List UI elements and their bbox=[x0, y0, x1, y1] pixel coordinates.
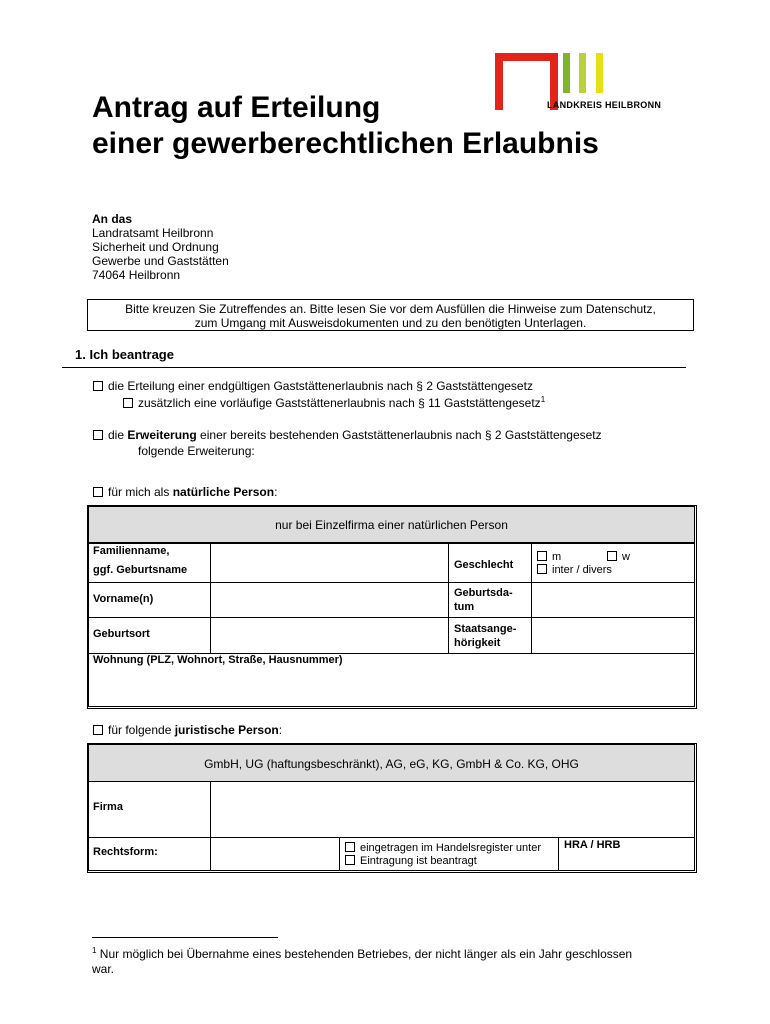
legal-pre: für folgende bbox=[108, 723, 175, 737]
option-extension-bold: Erweiterung bbox=[127, 428, 197, 442]
checkbox-beantragt[interactable] bbox=[345, 855, 355, 865]
natural-post: : bbox=[274, 485, 278, 499]
checkbox-gender-w[interactable] bbox=[607, 551, 617, 561]
geburtsdatum-input[interactable] bbox=[531, 582, 695, 618]
page-title-line2: einer gewerberechtlichen Erlaubnis bbox=[92, 127, 599, 160]
natural-pre: für mich als bbox=[108, 485, 173, 499]
legal-post: : bbox=[278, 723, 283, 737]
notice-line2: zum Umgang mit Ausweisdokumenten und zu den benötigten Unterlagen. bbox=[194, 316, 587, 330]
natural-table-header-text: nur bei Einzelfirma einer natürlichen Person bbox=[275, 518, 508, 532]
geburtsort-label: Geburtsort bbox=[93, 628, 150, 640]
eingetragen-option bbox=[345, 842, 541, 855]
legal-table-header-text: GmbH, UG (haftungsbeschränkt), AG, eG, KG, GmbH & Co. KG, OHG bbox=[204, 757, 579, 771]
footnote-divider bbox=[92, 937, 278, 938]
address-line: 74064 Heilbronn bbox=[92, 268, 181, 282]
option-extension-pre: die bbox=[108, 428, 128, 442]
address-to: An das bbox=[92, 212, 133, 226]
checkbox-eingetragen[interactable] bbox=[345, 842, 355, 852]
option-extension-line2: folgende Erweiterung: bbox=[138, 444, 255, 458]
beantragt-label: Eintragung ist beantragt bbox=[360, 855, 477, 867]
checkbox-natural-person[interactable] bbox=[93, 487, 103, 497]
checkbox-provisional-license[interactable] bbox=[123, 398, 133, 408]
legal-table-header bbox=[88, 744, 695, 782]
beantragt-option bbox=[345, 855, 477, 868]
firma-input[interactable] bbox=[210, 781, 695, 838]
section-heading: 1. Ich beantrage bbox=[75, 347, 174, 362]
option-final-license-label: die Erteilung einer endgültigen Gaststättenerlaubnis nach § 2 Gaststättengesetz bbox=[108, 379, 533, 393]
logo-text: LANDKREIS HEILBRONN bbox=[547, 100, 662, 110]
vorname-label: Vorname(n) bbox=[93, 593, 154, 605]
footnote-line2: war. bbox=[92, 962, 115, 976]
eingetragen-label: eingetragen im Handelsregister unter bbox=[360, 842, 541, 854]
gender-w-label: w bbox=[622, 551, 630, 563]
familienname-input[interactable] bbox=[210, 543, 449, 583]
gender-divers-label: inter / divers bbox=[552, 564, 612, 576]
staat-label-1: Staatsange- bbox=[454, 623, 517, 635]
gender-w bbox=[607, 551, 630, 564]
footnote-number: 1 bbox=[92, 946, 97, 955]
wohnung-label: Wohnung (PLZ, Wohnort, Straße, Hausnummer) bbox=[93, 654, 343, 666]
firma-label: Firma bbox=[93, 801, 123, 813]
notice-line1: Bitte kreuzen Sie Zutreffendes an. Bitte lesen Sie vor dem Ausfüllen die Hinweise zum Datenschutz, bbox=[125, 302, 656, 316]
option-extension bbox=[93, 428, 602, 442]
natural-table-header bbox=[88, 506, 695, 543]
footnote-ref: 1 bbox=[540, 395, 546, 404]
address-line: Gewerbe und Gaststätten bbox=[92, 254, 229, 268]
legal-person-table bbox=[87, 743, 697, 873]
legal-bold: juristische Person bbox=[174, 723, 279, 737]
address-line: Sicherheit und Ordnung bbox=[92, 240, 219, 254]
logo bbox=[495, 53, 685, 113]
vorname-input[interactable] bbox=[210, 582, 449, 618]
logo-bar-yellow bbox=[596, 53, 603, 93]
geburtsname-label: ggf. Geburtsname bbox=[93, 564, 188, 576]
hra-label: HRA / HRB bbox=[564, 839, 621, 851]
notice-box bbox=[87, 299, 694, 331]
logo-red-left bbox=[495, 53, 503, 110]
option-provisional-label: zusätzlich eine vorläufige Gaststättenerlaubnis nach § 11 Gaststättengesetz bbox=[138, 396, 541, 410]
geburtsdatum-label-1: Geburtsda- bbox=[454, 587, 513, 599]
geburtsort-input[interactable] bbox=[210, 617, 449, 654]
geburtsdatum-label-2: tum bbox=[454, 601, 475, 613]
checkbox-gender-divers[interactable] bbox=[537, 564, 547, 574]
gender-divers bbox=[537, 564, 612, 577]
checkbox-final-license[interactable] bbox=[93, 381, 103, 391]
familienname-label: Familienname, bbox=[93, 545, 170, 557]
rechtsform-label: Rechtsform: bbox=[93, 846, 158, 858]
logo-bar-lime bbox=[579, 53, 586, 93]
footnote-line1: Nur möglich bei Übernahme eines bestehenden Betriebes, der nicht länger als ein Jahr geschlossen bbox=[99, 947, 633, 961]
natural-bold: natürliche Person bbox=[172, 485, 275, 499]
section-divider bbox=[62, 367, 686, 368]
checkbox-gender-m[interactable] bbox=[537, 551, 547, 561]
gender-m-label: m bbox=[552, 551, 562, 563]
logo-red-frame bbox=[495, 53, 558, 61]
address-line: Landratsamt Heilbronn bbox=[92, 226, 214, 240]
gender-m bbox=[537, 551, 561, 564]
page-title-line1: Antrag auf Erteilung bbox=[92, 91, 381, 124]
checkbox-legal-person[interactable] bbox=[93, 725, 103, 735]
staat-input[interactable] bbox=[531, 617, 695, 654]
logo-bar-green bbox=[563, 53, 570, 93]
option-extension-post: einer bereits bestehenden Gaststättenerlaubnis nach § 2 Gaststättengesetz bbox=[196, 428, 602, 442]
footnote bbox=[92, 943, 712, 977]
recipient-address bbox=[92, 212, 229, 282]
geschlecht-label: Geschlecht bbox=[454, 559, 514, 571]
option-final-license bbox=[93, 379, 533, 393]
rechtsform-input[interactable] bbox=[210, 837, 340, 871]
option-provisional-license bbox=[123, 395, 545, 410]
option-legal-person bbox=[93, 723, 282, 737]
option-natural-person bbox=[93, 485, 277, 499]
checkbox-extension[interactable] bbox=[93, 430, 103, 440]
natural-person-table bbox=[87, 505, 697, 709]
staat-label-2: hörigkeit bbox=[454, 637, 501, 649]
